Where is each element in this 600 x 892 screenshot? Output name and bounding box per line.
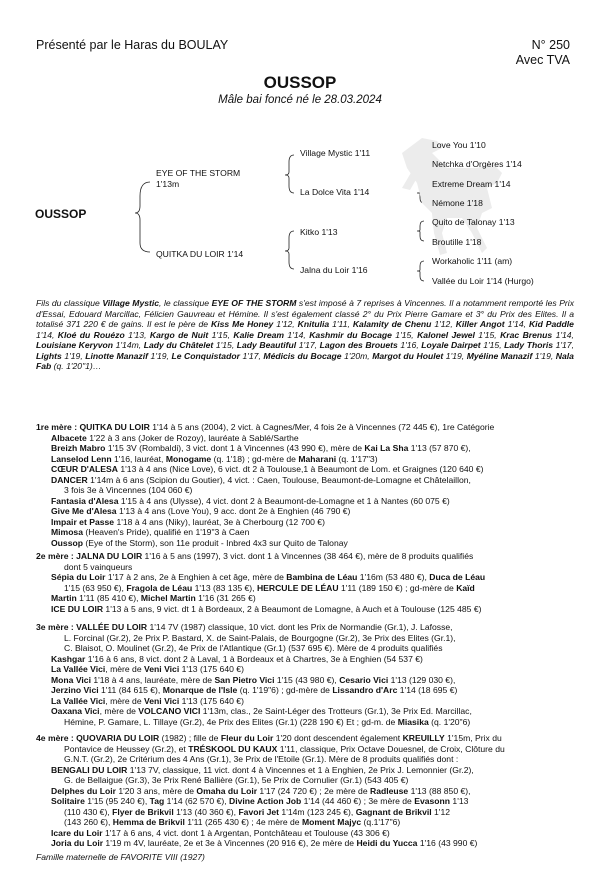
pedigree-g3-6: Broutille 1'18 (432, 237, 482, 247)
horse-name: Maharani (298, 453, 337, 464)
horse-name: Nala Fab (36, 350, 574, 371)
produce-line (36, 775, 576, 786)
text-segment: 1'14, (284, 329, 310, 340)
text-segment: (q. 1'18) ; gd-mère de (211, 453, 299, 464)
text-segment: 1'11 (85 410 €), (76, 593, 141, 603)
dam-heading-line (36, 422, 576, 433)
horse-name: Omaha du Loir (196, 785, 258, 796)
pedigree-g3-1: Love You 1'10 (432, 140, 486, 150)
horse-name: Kaïd (456, 582, 475, 593)
horse-name: Delphes du Loir (51, 785, 116, 796)
text-segment: 1'15 à 4 ans (Ulysse), 4 vict. dont 2 à Beaumont-de-Lomagne et 1 à Nantes (60 075 €) (118, 495, 450, 506)
text-segment: 1'13 (83 135 €), (192, 582, 257, 593)
horse-name: Loyale Dairpet (421, 340, 481, 350)
text-segment: (Eye of the Storm), son 11e produit - Inbred 4x3 sur Quito de Talonay (83, 537, 348, 548)
horse-name: VOLCANO VICI (138, 706, 201, 716)
text-segment: 1'17 à 2 ans, 2e à Enghien à cet âge, mère de (105, 572, 287, 582)
text-segment: 1'14 (18 695 €) (397, 685, 458, 695)
produce-line (36, 675, 576, 686)
produce-line (36, 572, 576, 583)
horse-name: Divine Action Job (229, 796, 302, 806)
text-segment: 1'20 dont descendent également (273, 733, 403, 743)
text-segment: 1'13m, clas., 2e Saint-Léger des Trotteurs (Gr.1), 3e Prix Ed. Marcillac, (200, 706, 472, 716)
text-segment: 1'17, (239, 350, 264, 361)
produce-line (36, 706, 576, 717)
text-segment: 1'22 à 3 ans (Joker de Rozoy), lauréate à Sablé/Sarthe (86, 432, 299, 443)
horse-name: Give Me d'Alesa (51, 506, 117, 516)
horse-name: Veni Vici (144, 695, 180, 706)
pedigree-sire-time: 1'13m (156, 179, 180, 189)
produce-line (36, 583, 576, 594)
horse-name: Killer Angot (455, 319, 505, 329)
dam-heading-line (36, 733, 576, 744)
horse-name: Fragola de Léau (126, 582, 193, 593)
text-segment: 1'16 à 6 ans, 8 vict. dont 2 à Laval, 1 à Bordeaux et à Chartres, 3e à Enghien (54 537 €) (85, 653, 423, 664)
fourth-dam-section (36, 733, 576, 849)
text-segment: 1'20 3 ans, mère de (115, 785, 197, 796)
horse-name: CŒUR D'ALESA (51, 464, 118, 474)
text-segment: s'est imposé à 7 reprises à Vincennes. Il a notamment remporté les Prix d'Essai, Edouard Marcillac, Félicien Gauvreau et Hémine. Il s'est également classé 2° du Prix Pierre Gamare et 3° du Prix des Elites. Il a totalisé 371 220 € de gains. Il est le père de (36, 298, 574, 329)
text-segment: dont 5 vainqueurs (64, 561, 133, 572)
text-segment: 1'15, (213, 340, 237, 350)
text-segment: L. Forcinal (Gr.2), 2e Prix P. Bastard, X. de Saint-Palais, de Bourgogne (Gr.2), 3e Prix des Elites (Gr.1), (64, 632, 456, 643)
horse-name: Flyer de Brikvil (112, 806, 174, 817)
horse-name: BENGALI DU LOIR (51, 764, 128, 775)
text-segment: C. Blaisot, O. Moulinet (Gr.2), 4e Prix de l'Atlantique (Gr.1) (537 695 €). Mère de 4 produits qualifiés (64, 643, 443, 653)
pedigree-sire-dam: La Dolce Vita 1'14 (300, 187, 370, 197)
horse-name: Margot du Houlet (372, 350, 444, 361)
horse-name: 4e mère : QUOVARIA DU LOIR (36, 733, 160, 743)
horse-name: Fantasia d'Alesa (51, 495, 119, 506)
text-segment: 1'12, (431, 319, 456, 329)
horse-name: Mona Vici (51, 674, 91, 685)
produce-line (36, 838, 576, 849)
produce-line (36, 717, 576, 728)
text-segment: 1'17, (553, 340, 574, 350)
text-segment: 1'13 (450, 796, 469, 806)
horse-name: Miasika (397, 716, 429, 727)
pedigree-g3-5: Quito de Talonay 1'13 (432, 217, 515, 227)
text-segment: 1'13 à 4 ans (Love You), 9 acc. dont 2e à Enghien (46 790 €) (116, 506, 351, 516)
horse-name: Cesario Vici (339, 674, 389, 685)
text-segment: 1'18 à 4 ans, lauréate, mère de (90, 674, 215, 685)
text-segment: (1982) ; fille de (159, 733, 221, 743)
produce-line (36, 796, 576, 807)
horse-name: Myéline Manazif (466, 350, 533, 361)
horse-name: Mimosa (51, 527, 83, 537)
horse-name: Lissandro d'Arc (332, 685, 398, 695)
produce-line (36, 744, 576, 755)
text-segment: 1'14 7V (1987) classique, 10 vict. dont les Prix de Normandie (Gr.1), J. Lafosse, (147, 622, 453, 632)
horse-name: Hemma de Brikvil (112, 817, 185, 827)
pedigree-sire: EYE OF THE STORM (156, 168, 241, 178)
text-segment: 1'14m, (113, 340, 144, 350)
produce-line (36, 475, 576, 486)
produce-line (36, 496, 576, 507)
text-segment: 1'19, (532, 350, 556, 361)
text-segment: (Heaven's Pride), qualifié en 1'19"3 à Caen (83, 527, 250, 537)
text-segment: 1'14, (504, 319, 529, 329)
horse-name: Joria du Loir (51, 838, 104, 848)
text-segment: G.N.T. (Gr.2), 2e Critérium des 4 Ans (Gr.1), 3e Prix de l'Etoile (Gr.1). Mère de 8 produits qualifiés dont : (64, 754, 459, 764)
text-segment: 1'17 à 6 ans, 4 vict. dont 1 à Argentan, Pontchâteau et Toulouse (43 306 €) (102, 827, 390, 838)
horse-name: Moment Majyc (301, 817, 362, 827)
produce-line (36, 786, 576, 797)
pedigree-dam-sire: Kitko 1'13 (300, 227, 338, 237)
horse-name: Village Mystic (102, 298, 160, 308)
text-segment: 1'13 à 4 ans (Nice Love), 6 vict. dt 2 à Toulouse,1 à Beaumont de Lom. et Graignes (120 640 €) (117, 464, 484, 474)
dam-heading-line (36, 622, 576, 633)
text-segment: 1'19, (147, 350, 172, 361)
text-segment: (q. 1'20"1)… (51, 361, 102, 371)
horse-name: Lanselod Lenn (51, 453, 112, 464)
horse-name: Bambina de Léau (286, 572, 358, 582)
horse-name: Sépia du Loir (51, 572, 106, 582)
text-segment: 1'15m, Prix du (444, 733, 502, 743)
pedigree-g3-8: Vallée du Loir 1'14 (Hurgo) (432, 276, 534, 286)
first-dam-section (36, 422, 576, 548)
horse-name: Martin (51, 593, 77, 603)
horse-name: Lights (36, 350, 62, 361)
text-segment: (143 260 €), (64, 817, 113, 827)
text-segment: 1'13 (175 640 €) (179, 695, 244, 706)
produce-line (36, 765, 576, 776)
horse-name: Monogame (165, 453, 212, 464)
pedigree-subject: OUSSOP (35, 207, 87, 221)
produce-line (36, 696, 576, 707)
pedigree-g3-2: Netchka d'Orgères 1'14 (432, 159, 522, 169)
text-segment: 1'13 (129 030 €), (388, 674, 456, 685)
horse-name: Jerzino Vici (51, 685, 99, 695)
produce-line (36, 664, 576, 675)
presented-by: Présenté par le Haras du BOULAY (36, 38, 229, 52)
text-segment: 1'15, (474, 329, 501, 340)
text-segment: 1'16, lauréat, (111, 453, 166, 464)
horse-name: Tag (149, 796, 165, 806)
horse-name: ICE DU LOIR (51, 603, 104, 614)
pedigree-sire-sire: Village Mystic 1'11 (300, 148, 371, 158)
horse-name: 1re mère : QUITKA DU LOIR (36, 422, 150, 432)
second-dam-section (36, 551, 576, 614)
text-segment: 1'14, (36, 329, 58, 340)
maternal-family: Famille maternelle de FAVORITE VIII (1927) (36, 852, 205, 862)
produce-line (36, 807, 576, 818)
horse-name: Veni Vici (144, 664, 180, 674)
horse-name: Le Conquistador (171, 350, 240, 361)
text-segment: 1'13 (88 850 €), (408, 785, 471, 796)
text-segment: 1'19, (61, 350, 86, 361)
text-segment: 1'14 à 5 ans (2004), 2 vict. à Cagnes/Mer, 4 fois 2e à Vincennes (72 445 €), 1re Catégorie (149, 422, 495, 432)
horse-name: San Pietro Vici (214, 674, 275, 685)
text-segment: 1'14m à 6 ans (Scipion du Goutier), 4 vict. : Caen, Toulouse, Beaumont-de-Lomagne et Châtelaillon, (87, 474, 471, 485)
text-segment: (q. 1'17"3) (336, 453, 378, 464)
horse-name: Heidi du Yucca (356, 838, 418, 848)
text-segment: 1'15 (43 980 €), (274, 674, 340, 685)
text-segment: 1'15, (208, 329, 234, 340)
pedigree-dam: QUITKA DU LOIR 1'14 (156, 249, 244, 259)
produce-line (36, 685, 576, 696)
horse-name: La Vallée Vici (51, 664, 106, 674)
horse-name: 3e mère : VALLÉE DU LOIR (36, 622, 148, 632)
horse-name: Kashgar (51, 653, 86, 664)
horse-name: Kid Paddle (528, 319, 574, 329)
horse-name: Kashmir du Bocage (309, 329, 392, 340)
horse-name: Kiss Me Honey (211, 319, 274, 329)
text-segment: G. de Bellaigue (Gr.3), 3e Prix René Ballière (Gr.1), 5e Prix de Cornulier (Gr.1) (543 405 €) (64, 775, 409, 785)
horse-name: Krac Brenus (500, 329, 553, 340)
horse-name: Solitaire (51, 796, 85, 806)
text-segment: (110 430 €), (64, 806, 113, 817)
horse-name: Gagnant de Brikvil (355, 806, 432, 817)
horse-name: Knitulia (297, 319, 330, 329)
horse-name: Favori Jet (238, 806, 280, 817)
text-segment: (q. 1'20"6) (428, 716, 471, 727)
text-segment: 1'15, (391, 329, 418, 340)
produce-line (36, 538, 576, 549)
horse-name: Albacete (51, 432, 87, 443)
text-segment: 1'12, (273, 319, 298, 329)
text-segment: 1'12 (431, 806, 451, 817)
text-segment: 1'20m, (341, 350, 373, 361)
horse-name: Oaxana Vici (51, 706, 100, 716)
text-segment: 1'15 3V (Rombaldi), 3 vict. dont 1 à Vincennes (43 990 €), mère de (105, 443, 365, 453)
text-segment: 1'17 (24 720 €) ; 2e mère de (257, 785, 370, 796)
text-segment: 1'13 7V, classique, 11 vict. dont 4 à Vincennes et 1 à Enghien, 2e Prix J. Lemonnier (Gr.2), (127, 764, 474, 775)
horse-name: Médicis du Bocage (263, 350, 342, 361)
produce-line (36, 485, 576, 496)
horse-name: Fleur du Loir (220, 733, 274, 743)
text-segment: , mère de (99, 706, 139, 716)
produce-line (36, 443, 576, 454)
horse-name: Kargo de Nuit (149, 329, 209, 340)
produce-line (36, 517, 576, 528)
produce-line (36, 593, 576, 604)
text-segment: 1'13, (124, 329, 150, 340)
horse-name: HERCULE DE LÉAU (256, 582, 339, 593)
produce-line (36, 604, 576, 615)
text-segment: 1'14 (62 570 €), (164, 796, 229, 806)
pedigree-dam-dam: Jalna du Loir 1'16 (300, 265, 368, 275)
horse-name: Breizh Mabro (51, 443, 106, 453)
produce-line (36, 754, 576, 765)
horse-description: Mâle bai foncé né le 28.03.2024 (218, 94, 382, 106)
text-segment: 1'15 (63 950 €), (64, 582, 127, 593)
horse-name: Kai La Sha (364, 443, 409, 453)
horse-name: Radleuse (370, 785, 409, 796)
horse-name: DANCER (51, 474, 88, 485)
horse-name: Icare du Loir (51, 827, 103, 838)
horse-name: 2e mère : JALNA DU LOIR (36, 551, 143, 561)
produce-line (36, 828, 576, 839)
text-segment: 1'11, classique, Prix Octave Douesnel, de Croix, Clôture du (277, 743, 505, 754)
horse-name: Michel Martin (140, 593, 196, 603)
pedigree-g3-4: Némone 1'18 (432, 198, 483, 208)
horse-name: Kloé du Rouézo (57, 329, 125, 340)
text-segment: 1'13 (57 870 €), (408, 443, 471, 453)
text-segment: 1'16, (397, 340, 422, 350)
text-segment: 1'11 (84 615 €), (98, 685, 163, 695)
horse-name: Monarque de l'Isle (162, 685, 238, 695)
produce-line (36, 464, 576, 475)
sire-description (36, 298, 574, 372)
text-segment: 1'15 (95 240 €), (84, 796, 150, 806)
text-segment: 1'18 à 4 ans (Niky), lauréat, 3e à Cherbourg (12 700 €) (114, 516, 325, 527)
text-segment: , mère de (105, 695, 145, 706)
horse-name: Louisiane Keryvon (36, 340, 114, 350)
horse-name: Kalie Dream (233, 329, 285, 340)
text-segment: 1'11 (189 150 €) ; gd-mère de (338, 582, 457, 593)
text-segment: , le classique (159, 298, 212, 308)
produce-line (36, 562, 576, 573)
third-dam-section (36, 622, 576, 727)
horse-name: TRÉSKOOL DU KAUX (188, 743, 278, 754)
horse-name: KREUILLY (402, 733, 445, 743)
text-segment: 1'16 (31 265 €) (195, 593, 256, 603)
text-segment: 1'19 m 4V, lauréate, 2e et 3e à Vincennes (20 916 €), 2e mère de (103, 838, 357, 848)
text-segment: 1'19, (443, 350, 467, 361)
produce-line (36, 433, 576, 444)
horse-name: Evasonn (414, 796, 451, 806)
text-segment: , mère de (105, 664, 145, 674)
text-segment: 3 fois 3e à Vincennes (104 060 €) (64, 485, 193, 495)
horse-name: Kalonel Jewel (417, 329, 475, 340)
text-segment: 1'17, (296, 340, 320, 350)
produce-line (36, 643, 576, 654)
horse-name: Oussop (51, 537, 83, 548)
pedigree-g3-7: Workaholic 1'11 (am) (432, 256, 513, 266)
text-segment: 1'14 (44 460 €) ; 3e mère de (301, 796, 415, 806)
horse-name: Lady Thoris (504, 340, 554, 350)
text-segment: Pontavice de Heussey (Gr.2), et (64, 743, 189, 754)
produce-line (36, 654, 576, 665)
vat-label: Avec TVA (515, 53, 570, 67)
text-segment: 1'14, (552, 329, 574, 340)
produce-line (36, 527, 576, 538)
text-segment: 1'15, (480, 340, 505, 350)
horse-name-title: OUSSOP (263, 73, 337, 92)
horse-name: EYE OF THE STORM (211, 298, 297, 308)
lot-number: N° 250 (531, 38, 570, 52)
text-segment: 1'16m (53 480 €), (357, 572, 430, 582)
horse-name: Impair et Passe (51, 516, 115, 527)
horse-name: Lady Beautiful (236, 340, 297, 350)
horse-name: Lagon des Brouets (319, 340, 398, 350)
text-segment: (q. 1'19"6) ; gd-mère de (237, 685, 333, 695)
text-segment: 1'13 (175 640 €) (179, 664, 244, 674)
text-segment: 1'16 à 5 ans (1997), 3 vict. dont 1 à Vincennes (38 464 €), mère de 8 produits qualifiés (142, 551, 474, 561)
horse-name: Duca de Léau (429, 572, 486, 582)
text-segment: 1'13 (40 360 €), (173, 806, 239, 817)
produce-line (36, 454, 576, 465)
text-segment: 1'11 (265 430 €) ; 4e mère de (184, 817, 302, 827)
produce-line (36, 817, 576, 828)
horse-name: La Vallée Vici (51, 695, 106, 706)
text-segment: 1'11, (329, 319, 353, 329)
horse-name: Lady du Châtelet (143, 340, 214, 350)
text-segment: 1'14m (123 245 €), (279, 806, 356, 817)
text-segment: (q.1'17"6) (361, 817, 401, 827)
horse-name: Linotte Manazif (85, 350, 148, 361)
pedigree-g3-3: Extreme Dream 1'14 (432, 179, 511, 189)
text-segment: Hémine, P. Gamare, L. Tillaye (Gr.2), 4e Prix des Elites (Gr.1) (228 190 €) Et ; gd-m. de (64, 716, 398, 727)
produce-line (36, 506, 576, 517)
dam-heading-line (36, 551, 576, 562)
text-segment: 1'13 à 5 ans, 9 vict. dt 1 à Bordeaux, 2 à Beaumont de Lomagne, à Auch et à Toulouse (125 485 €) (103, 603, 482, 614)
horse-name: Kalamity de Chenu (352, 319, 432, 329)
produce-line (36, 633, 576, 644)
text-segment: Fils du classique (36, 298, 103, 308)
text-segment: 1'16 (43 990 €) (417, 838, 478, 848)
